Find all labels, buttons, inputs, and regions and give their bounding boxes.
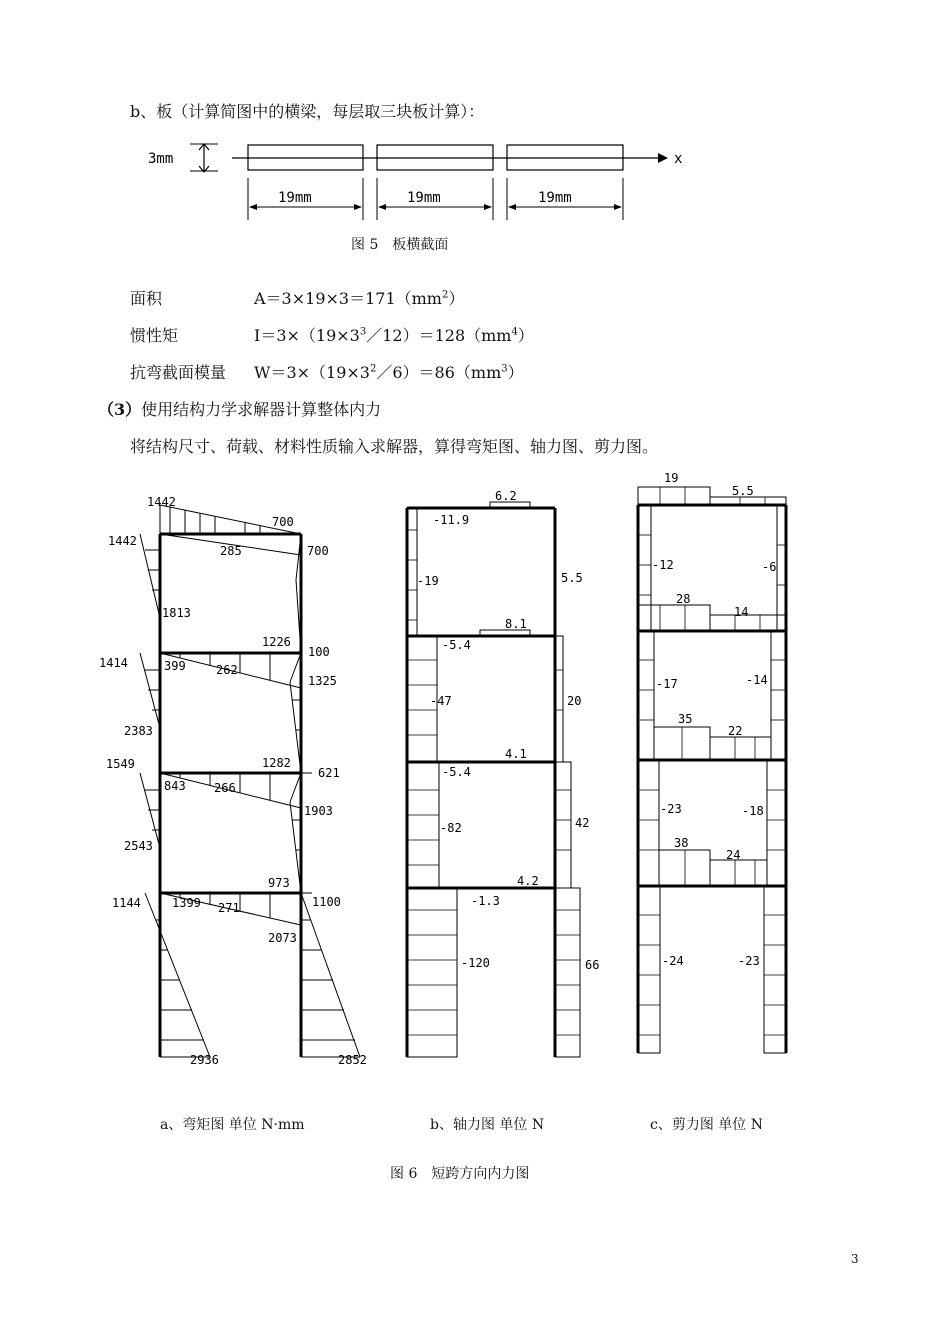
section-b-heading: b、板（计算简图中的横梁，每层取三块板计算）： xyxy=(130,102,485,121)
m-label: 266 xyxy=(214,781,236,795)
formula-inertia: $I=3\times(19\times 3^3/12)=128(mm^4)$ xyxy=(254,326,534,345)
v-label: -6 xyxy=(762,560,777,574)
m-label: 271 xyxy=(218,901,240,915)
subcaption-axial: b、轴力图 单位 N xyxy=(430,1117,545,1133)
m-label: 399 xyxy=(164,659,186,673)
m-label: 1414 xyxy=(99,656,128,670)
fig6-caption: 图 6 短跨方向内力图 xyxy=(390,1166,530,1182)
m-label: 2383 xyxy=(124,724,153,738)
v-label: -23 xyxy=(660,802,682,816)
n-label: 5.5 xyxy=(561,571,583,585)
width-label-2: 19mm xyxy=(407,190,441,206)
v-label: 22 xyxy=(728,724,743,738)
v-label: 28 xyxy=(676,592,691,606)
formula-modulus-name: 抗弯截面模量 xyxy=(130,363,227,382)
subcaption-moment: a、弯矩图 单位 N·mm xyxy=(160,1117,305,1133)
m-label: 1325 xyxy=(308,674,337,688)
section-3-body: 将结构尺寸、荷载、材料性质输入求解器，算得弯矩图、轴力图、剪力图。 xyxy=(130,437,659,456)
m-label: 2073 xyxy=(268,931,297,945)
m-label: 2936 xyxy=(190,1053,219,1067)
n-label: -5.4 xyxy=(442,638,471,652)
n-label: 8.1 xyxy=(505,617,527,631)
m-label: 843 xyxy=(164,779,186,793)
v-label: -18 xyxy=(742,804,764,818)
m-label: 2543 xyxy=(124,839,153,853)
v-label: -23 xyxy=(738,954,760,968)
m-label: 1813 xyxy=(162,606,191,620)
v-label: 19 xyxy=(664,471,679,485)
axial-diagram xyxy=(395,470,620,1070)
m-label: 1903 xyxy=(304,804,333,818)
v-label: -17 xyxy=(656,677,678,691)
page-number: 3 xyxy=(851,1252,859,1266)
n-label: 42 xyxy=(575,816,590,830)
m-label: 1100 xyxy=(312,895,341,909)
n-label: 20 xyxy=(567,694,582,708)
fig5-caption: 图 5 板横截面 xyxy=(351,237,449,253)
formula-area-name: 面积 xyxy=(130,289,163,308)
width-label-3: 19mm xyxy=(538,190,572,206)
m-label: 1282 xyxy=(262,756,291,770)
width-label-1: 19mm xyxy=(278,190,312,206)
m-label: 621 xyxy=(318,766,340,780)
v-label: 24 xyxy=(726,848,741,862)
n-label: -11.9 xyxy=(433,513,470,527)
m-label: 1442 xyxy=(147,495,176,509)
formula-inertia-name: 惯性矩 xyxy=(130,326,179,345)
m-label: 1442 xyxy=(108,534,137,548)
n-label: -1.3 xyxy=(471,894,500,908)
subcaption-shear: c、剪力图 单位 N xyxy=(650,1117,763,1133)
v-label: -12 xyxy=(652,558,674,572)
n-label: -82 xyxy=(440,821,462,835)
v-label: 14 xyxy=(734,605,749,619)
v-label: -14 xyxy=(746,673,768,687)
m-label: 1144 xyxy=(112,896,141,910)
n-label: -19 xyxy=(417,574,439,588)
formula-modulus: $W=3\times(19\times 3^2/6)=86(mm^3)$ xyxy=(254,363,524,382)
m-label: 973 xyxy=(268,876,290,890)
x-axis-label: x xyxy=(674,151,683,167)
m-label: 700 xyxy=(307,544,329,558)
n-label: -5.4 xyxy=(442,765,471,779)
formula-area: $A=3\times 19\times 3=171(mm^2)$ xyxy=(254,289,465,308)
n-label: 4.2 xyxy=(517,874,539,888)
m-label: 700 xyxy=(272,515,294,529)
v-label: 38 xyxy=(674,836,689,850)
plate-section-figure xyxy=(0,130,950,230)
m-label: 100 xyxy=(308,645,330,659)
thickness-label: 3mm xyxy=(148,151,174,167)
v-label: 35 xyxy=(678,712,693,726)
n-label: -47 xyxy=(430,694,452,708)
v-label: -24 xyxy=(662,954,684,968)
n-label: -120 xyxy=(461,956,490,970)
moment-diagram xyxy=(0,470,390,1080)
m-label: 1549 xyxy=(106,757,135,771)
v-label: 5.5 xyxy=(732,484,754,498)
m-label: 2852 xyxy=(338,1053,367,1067)
x-axis-arrowhead xyxy=(658,153,668,163)
m-label: 262 xyxy=(216,663,238,677)
n-label: 6.2 xyxy=(495,489,517,503)
m-label: 1226 xyxy=(262,635,291,649)
section-3-heading: （3）使用结构力学求解器计算整体内力 xyxy=(98,400,382,419)
shear-diagram xyxy=(630,465,800,1065)
n-label: 4.1 xyxy=(505,747,527,761)
n-label: 66 xyxy=(585,958,600,972)
m-label: 1399 xyxy=(172,896,201,910)
m-label: 285 xyxy=(220,544,242,558)
